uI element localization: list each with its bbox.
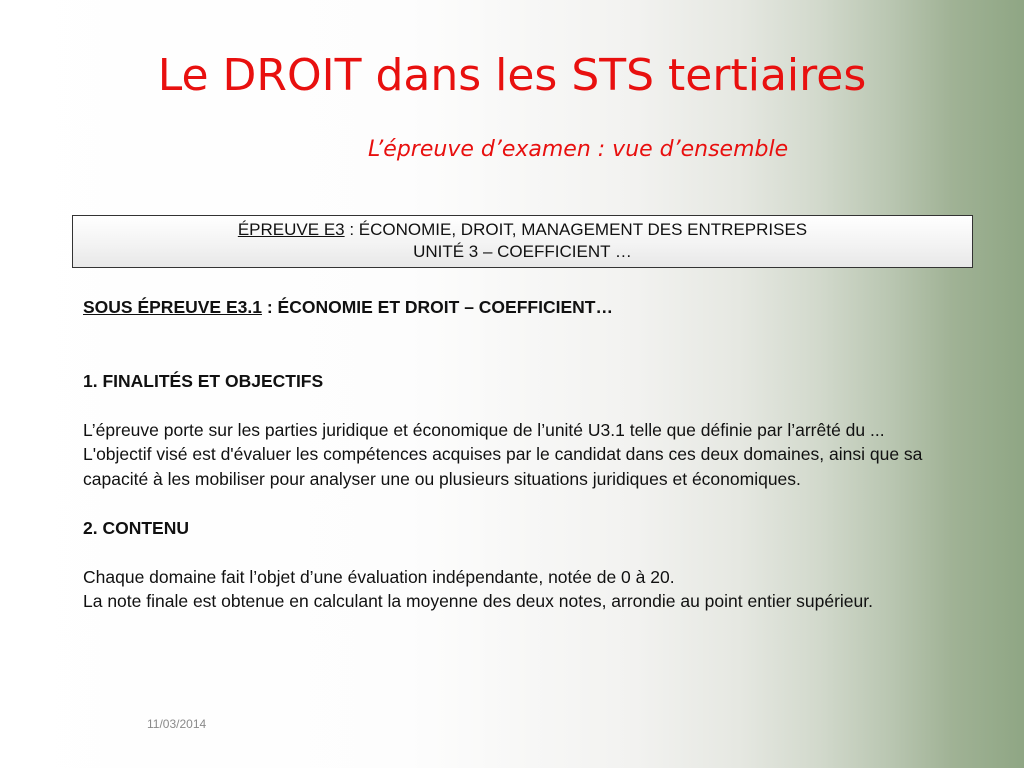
slide-subtitle: L’épreuve d’examen : vue d’ensemble [368, 137, 789, 162]
spacer [83, 393, 963, 418]
exam-header-line2: UNITÉ 3 – COEFFICIENT … [413, 242, 632, 261]
sub-exam-heading [83, 295, 963, 320]
section1-paragraph-2: L'objectif visé est d'évaluer les compétences acquises par le candidat dans ces deux domaines, ainsi que sa capacité à les mobiliser pour analyser une ou plusieurs situations juridiques et économiques. [83, 444, 923, 489]
slide-title: Le DROIT dans les STS tertiaires [157, 50, 867, 101]
section1-heading: 1. FINALITÉS ET OBJECTIFS [83, 370, 324, 391]
section2-paragraph-1: Chaque domaine fait l’objet d’une évaluation indépendante, notée de 0 à 20. [83, 566, 675, 587]
slide-date: 11/03/2014 [147, 717, 207, 731]
exam-title: : ÉCONOMIE, DROIT, MANAGEMENT DES ENTREPRISES [344, 220, 808, 239]
slide-body [83, 295, 963, 614]
exam-header-line1 [73, 219, 972, 241]
section2-paragraph-2: La note finale est obtenue en calculant la moyenne des deux notes, arrondie au point entier supérieur. [83, 591, 873, 611]
exam-code: ÉPREUVE E3 [237, 220, 345, 239]
section1-paragraph-1: L’épreuve porte sur les parties juridique et économique de l’unité U3.1 telle que définie par l’arrêté du ... [83, 419, 885, 440]
exam-header-box [72, 215, 973, 268]
spacer [83, 320, 963, 369]
spacer [83, 491, 963, 516]
spacer [83, 540, 963, 565]
sub-exam-title: : ÉCONOMIE ET DROIT – COEFFICIENT… [261, 297, 613, 317]
section2-heading: 2. CONTENU [83, 517, 189, 538]
sub-exam-code: SOUS ÉPREUVE E3.1 [83, 297, 262, 317]
